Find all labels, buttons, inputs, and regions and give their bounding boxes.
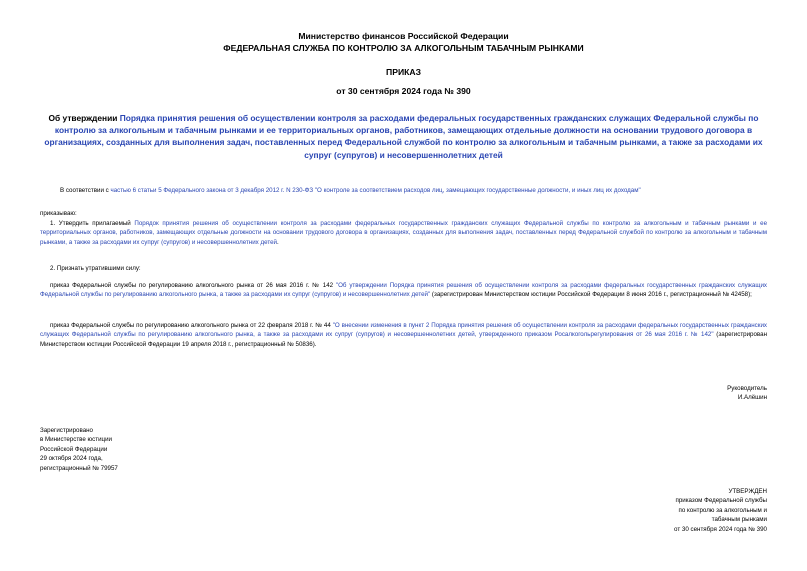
repeal1-link[interactable]: "Об утверждении Порядка принятия решения об осуществлении контроля за расходами федеральных государственных гражданских служащих Федеральной службы по регулированию алкогольного рынка, а также за расходами их супруг (супругов) и несовершеннолетних детей" xyxy=(40,282,767,299)
approval-block: УТВЕРЖДЕН приказом Федеральной службы по контролю за алкогольным и табачным рынками от 30 сентября 2024 года № 390 xyxy=(674,488,767,533)
registration-block: Зарегистрировано в Министерстве юстиции Российской Федерации 29 октября 2024 года, регистрационный № 79957 xyxy=(40,427,118,472)
repeal-item-2: приказ Федеральной службы по регулированию алкогольного рынка от 22 февраля 2018 г. № 44 "О внесении изменения в пункт 2 Порядка принятия решения об осуществлении контроля за расходами федеральных государственных гражданских служащих Федеральной службы по регулированию алкогольного рынка, а также за расходами их супруг (супругов) и несовершеннолетних детей, утвержденного приказом Росалкогольрегулирования от 26 мая 2016 г. № 142" (зарегистрирован Министерством юстиции Российской Федерации 19 апреля 2018 г., регистрационный № 50836). xyxy=(40,322,768,348)
title-link[interactable]: Порядка принятия решения об осуществлении контроля за расходами федеральных государственных гражданских служащих Федеральной службы по контролю за алкогольным и табачным рынками и ее территориальных органов, работников, замещающих отдельные должности на основании трудового договора в организациях, созданных для выполнения задач, поставленных перед Федеральной службой по контролю за алкогольным и табачным рынками, а также за расходами их супруг (супругов) и несовершеннолетних детей xyxy=(44,113,763,160)
document-date-number: от 30 сентября 2024 года № 390 xyxy=(336,86,471,96)
document-type: ПРИКАЗ xyxy=(386,67,421,77)
order-word: приказываю: xyxy=(40,210,77,217)
repeal-item-1: приказ Федеральной службы по регулированию алкогольного рынка от 26 мая 2016 г. № 142 "Об утверждении Порядка принятия решения об осуществлении контроля за расходами федеральных государственных гражданских служащих Федеральной службы по регулированию алкогольного рынка, а также за расходами их супруг (супругов) и несовершеннолетних детей" (зарегистрирован Министерством юстиции Российской Федерации 8 июня 2016 г., регистрационный № 42458); xyxy=(40,282,767,299)
item1-procedure-link[interactable]: Порядок принятия решения об осуществлении контроля за расходами федеральных государственных гражданских служащих Федеральной службы по контролю за алкогольным и табачным рынками и ее территориальных органов, работников, замещающих отдельные должности на основании трудового договора в организациях, созданных для выполнения задач, поставленных перед Федеральной службой по контролю за алкогольным и табачным рынками, а также за расходами их супруг (супругов) и несовершеннолетних детей xyxy=(40,220,768,246)
preamble-law-link[interactable]: частью 6 статьи 5 Федерального закона от 3 декабря 2012 г. N 230-ФЗ "О контроле за соответствием расходов лиц, замещающих государственные должности, и иных лиц их доходам" xyxy=(110,187,641,194)
service-name: ФЕДЕРАЛЬНАЯ СЛУЖБА ПО КОНТРОЛЮ ЗА АЛКОГОЛЬНЫМ ТАБАЧНЫМ РЫНКАМИ xyxy=(223,43,584,53)
signature-block xyxy=(727,384,767,403)
signature-name: И.Алёшин xyxy=(737,394,767,402)
item1-prefix: 1. Утвердить прилагаемый xyxy=(50,220,135,227)
document-title xyxy=(40,112,767,161)
ministry-name: Министерство финансов Российской Федерации xyxy=(298,31,509,41)
repeal2-link[interactable]: "О внесении изменения в пункт 2 Порядка принятия решения об осуществлении контроля за расходами федеральных государственных гражданских служащих Федеральной службы по регулированию алкогольного рынка, а также за расходами их супруг (супругов) и несовершеннолетних детей, утвержденного приказом Росалкогольрегулирования от 26 мая 2016 г. № 142" xyxy=(40,322,767,339)
preamble-prefix: В соответствии с xyxy=(60,187,111,194)
preamble xyxy=(40,186,767,195)
signature-position: Руководитель xyxy=(727,385,767,392)
order-item-1: 1. Утвердить прилагаемый Порядок принятия решения об осуществлении контроля за расходами федеральных государственных гражданских служащих Федеральной службы по контролю за алкогольным и табачным рынками и ее территориальных органов, работников, замещающих отдельные должности на основании трудового договора в организациях, созданных для выполнения задач, поставленных перед Федеральной службой по контролю за алкогольным и табачным рынками, а также за расходами их супруг (супругов) и несовершеннолетних детей. xyxy=(40,220,768,246)
order-item-2: 2. Признать утратившими силу: xyxy=(50,265,141,272)
title-prefix: Об утверждении xyxy=(48,113,120,123)
